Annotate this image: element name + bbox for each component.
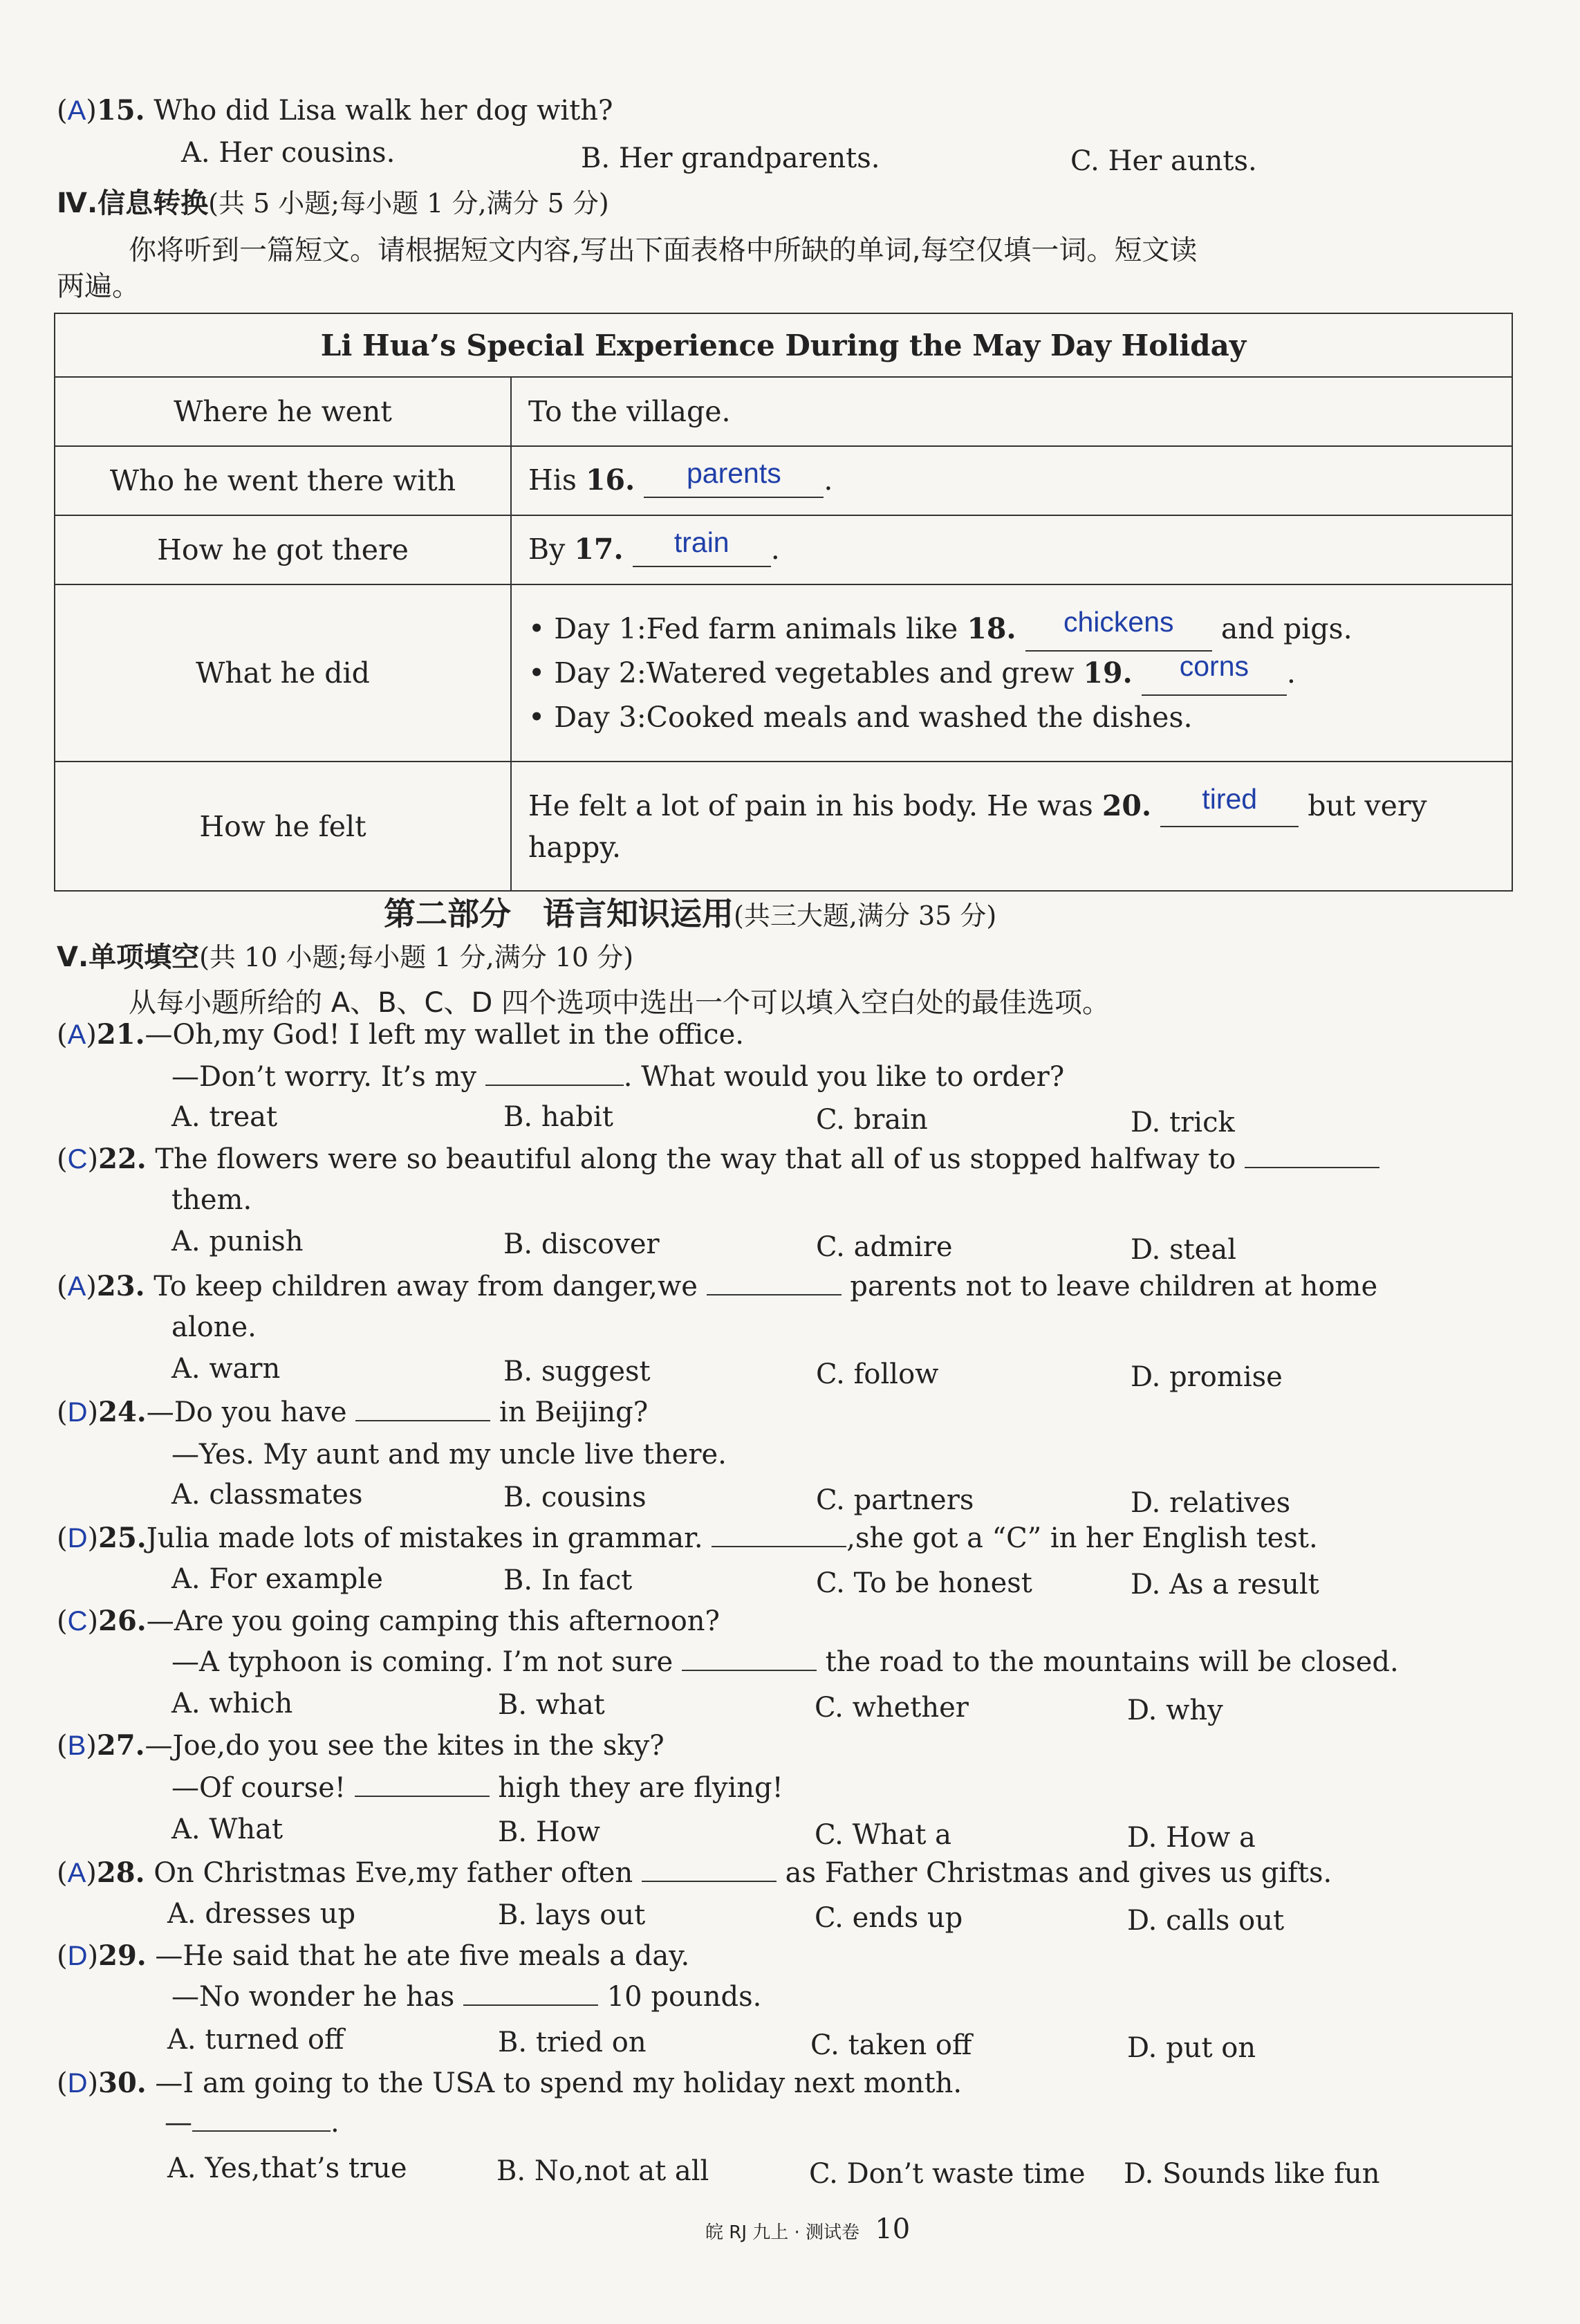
q15-option-b: B. Her grandparents.: [581, 142, 880, 174]
q26-option-b: B. what: [498, 1689, 605, 1721]
row-label-felt: How he felt: [55, 762, 511, 891]
q15-line: (A)15. Who did Lisa walk her dog with?: [57, 94, 613, 127]
row-label-what-did: What he did: [55, 584, 511, 762]
q27-option-b: B. How: [498, 1816, 601, 1848]
q28-option-a: A. dresses up: [167, 1898, 356, 1930]
blank-23[interactable]: [707, 1294, 842, 1295]
q24-line2: —Yes. My aunt and my uncle live there.: [171, 1439, 727, 1470]
q29-option-c: C. taken off: [810, 2029, 972, 2061]
q29-option-d: D. put on: [1127, 2032, 1256, 2064]
q21-option-d: D. trick: [1131, 1107, 1235, 1138]
q29-line1: (D)29. —He said that he ate five meals a day.: [57, 1939, 690, 1972]
q22-option-a: A. punish: [171, 1226, 304, 1257]
q30-option-d: D. Sounds like fun: [1124, 2158, 1380, 2190]
blank-20[interactable]: tired: [1160, 786, 1299, 827]
q26-line2: —A typhoon is coming. I’m not sure the road to the mountains will be closed.: [171, 1646, 1399, 1678]
q24-option-a: A. classmates: [171, 1479, 363, 1511]
q26-line1: (C)26.—Are you going camping this afternoon?: [57, 1605, 720, 1637]
q21-line2: —Don’t worry. It’s my . What would you like to order?: [171, 1061, 1065, 1093]
part2-heading: 第二部分 语言知识运用(共三大题,满分 35 分): [384, 895, 997, 932]
q25-option-c: C. To be honest: [816, 1567, 1032, 1599]
blank-17[interactable]: train: [633, 533, 771, 567]
q27-option-d: D. How a: [1127, 1822, 1256, 1854]
q27-option-a: A. What: [171, 1814, 284, 1845]
section5-instruction: 从每小题所给的 A、B、C、D 四个选项中选出一个可以填入空白处的最佳选项。: [129, 987, 1110, 1019]
q21-option-a: A. treat: [171, 1101, 278, 1133]
q30-option-a: A. Yes,that’s true: [167, 2152, 407, 2184]
blank-27[interactable]: [355, 1796, 490, 1797]
q22-line2: them.: [171, 1184, 252, 1216]
q22-option-d: D. steal: [1131, 1234, 1236, 1266]
row-label-where: Where he went: [55, 377, 511, 446]
q27-option-c: C. What a: [815, 1819, 951, 1851]
blank-25[interactable]: [712, 1546, 846, 1547]
section4-header: Ⅳ.信息转换(共 5 小题;每小题 1 分,满分 5 分): [57, 187, 609, 219]
q24-option-c: C. partners: [816, 1484, 974, 1516]
q15-option-a: A. Her cousins.: [181, 137, 396, 169]
answer-mark: A: [67, 95, 86, 126]
q15-option-c: C. Her aunts.: [1070, 145, 1257, 177]
q26-option-a: A. which: [171, 1688, 293, 1719]
row-value-felt: He felt a lot of pain in his body. He was 20. tired but very happy.: [511, 762, 1512, 891]
q26-option-d: D. why: [1127, 1695, 1223, 1726]
q29-line2: —No wonder he has 10 pounds.: [171, 1981, 762, 2013]
q30-option-c: C. Don’t waste time: [809, 2158, 1086, 2190]
blank-18[interactable]: chickens: [1025, 607, 1212, 652]
q23-option-d: D. promise: [1131, 1361, 1283, 1393]
q30-line1: (D)30. —I am going to the USA to spend my holiday next month.: [57, 2067, 963, 2099]
q21-option-b: B. habit: [503, 1101, 613, 1133]
q28-option-d: D. calls out: [1127, 1905, 1285, 1937]
table-title: Li Hua’s Special Experience During the May Day Holiday: [55, 313, 1512, 377]
row-value-how-got: By 17. train .: [511, 515, 1512, 584]
row-value-where: To the village.: [511, 377, 1512, 446]
q29-option-a: A. turned off: [167, 2024, 344, 2056]
q23-option-c: C. follow: [816, 1358, 939, 1390]
page-footer: [705, 2213, 910, 2245]
q22-option-b: B. discover: [503, 1228, 660, 1260]
q27-line2: —Of course! high they are flying!: [171, 1772, 783, 1804]
section4-instruction-2: 两遍。: [57, 270, 140, 302]
row-label-who: Who he went there with: [55, 446, 511, 515]
section5-header: Ⅴ.单项填空(共 10 小题;每小题 1 分,满分 10 分): [57, 941, 634, 973]
q21-option-c: C. brain: [816, 1104, 928, 1136]
q25-option-b: B. In fact: [503, 1565, 633, 1596]
q24-option-d: D. relatives: [1131, 1487, 1291, 1519]
q23-option-b: B. suggest: [503, 1356, 651, 1387]
day1-line: • Day 1:Fed farm animals like 18. chickens and pigs.: [528, 607, 1495, 652]
row-value-what-did: [511, 584, 1512, 762]
q26-option-c: C. whether: [815, 1692, 969, 1724]
info-table: [54, 313, 1513, 892]
q28-option-b: B. lays out: [498, 1899, 646, 1931]
q24-option-b: B. cousins: [503, 1482, 647, 1513]
blank-30[interactable]: [192, 2130, 331, 2132]
row-value-who: His 16. parents .: [511, 446, 1512, 515]
q29-option-b: B. tried on: [498, 2027, 647, 2058]
blank-21[interactable]: [485, 1085, 624, 1086]
q30-line2: — .: [165, 2107, 340, 2139]
q24-line1: (D)24.—Do you have in Beijing?: [57, 1396, 649, 1428]
day3-line: • Day 3:Cooked meals and washed the dishes.: [528, 701, 1193, 734]
q21-line1: (A)21.—Oh,my God! I left my wallet in the office.: [57, 1018, 744, 1051]
q25-line1: (D)25.Julia made lots of mistakes in grammar. ,she got a “C” in her English test.: [57, 1522, 1318, 1554]
footer-label: 皖 RJ 九上 · 测试卷: [705, 2222, 860, 2243]
q23-option-a: A. warn: [171, 1353, 281, 1385]
q30-option-b: B. No,not at all: [496, 2155, 709, 2187]
q25-option-d: D. As a result: [1131, 1569, 1319, 1601]
blank-29[interactable]: [463, 2004, 598, 2006]
q22-option-c: C. admire: [816, 1231, 953, 1263]
blank-28[interactable]: [642, 1881, 777, 1882]
day2-line: • Day 2:Watered vegetables and grew 19. corns .: [528, 652, 1495, 696]
q27-line1: (B)27.—Joe,do you see the kites in the sky?: [57, 1729, 664, 1762]
blank-19[interactable]: corns: [1142, 652, 1287, 696]
page-number: 10: [875, 2213, 911, 2245]
q28-line1: (A)28. On Christmas Eve,my father often as Father Christmas and gives us gifts.: [57, 1856, 1332, 1889]
q28-option-c: C. ends up: [815, 1902, 963, 1934]
blank-22[interactable]: [1245, 1167, 1379, 1168]
q23-line1: (A)23. To keep children away from danger,we parents not to leave children at home: [57, 1270, 1378, 1302]
blank-16[interactable]: parents: [644, 463, 824, 498]
q23-line2: alone.: [171, 1311, 257, 1343]
blank-26[interactable]: [682, 1670, 817, 1671]
blank-24[interactable]: [355, 1420, 490, 1421]
q25-option-a: A. For example: [171, 1563, 383, 1595]
section4-instruction-1: 你将听到一篇短文。请根据短文内容,写出下面表格中所缺的单词,每空仅填一词。短文读: [129, 234, 1198, 266]
row-label-how-got: How he got there: [55, 515, 511, 584]
q22-line1: (C)22. The flowers were so beautiful along the way that all of us stopped halfway to: [57, 1143, 1379, 1175]
